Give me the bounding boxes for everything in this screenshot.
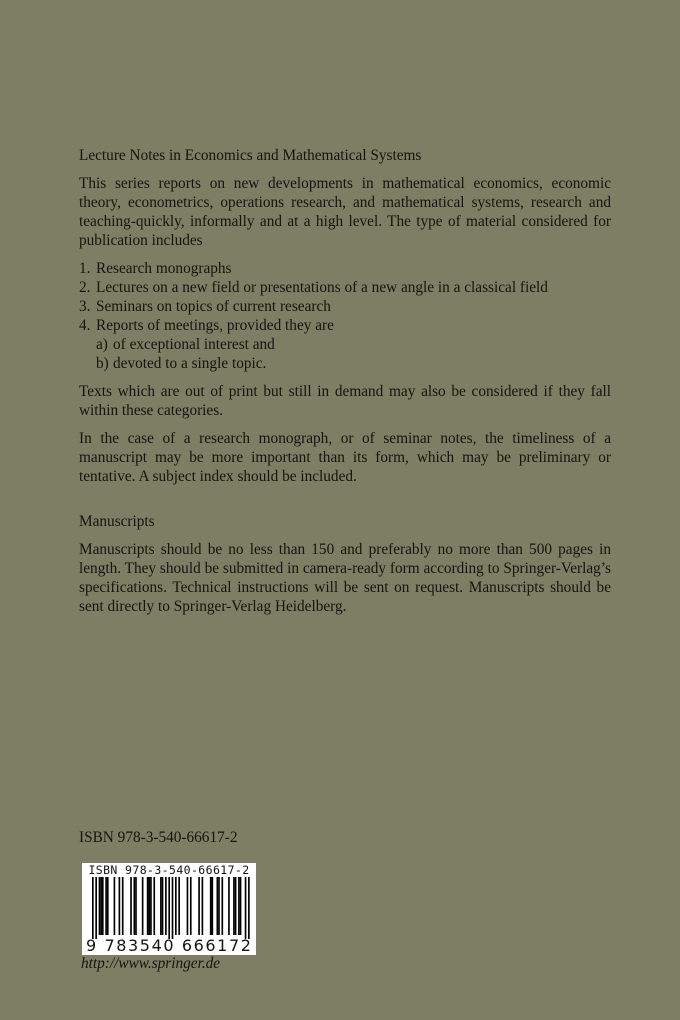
- barcode-bar: [178, 877, 180, 935]
- barcode-bar: [233, 877, 235, 935]
- material-types-list: [79, 259, 611, 335]
- list-text: Lectures on a new field or presentations of a new angle in a classical field: [96, 279, 548, 296]
- barcode-bar: [114, 877, 116, 935]
- list-number: 3.: [79, 298, 91, 315]
- sub-list-label: a): [96, 336, 108, 353]
- list-text: Research monographs: [96, 260, 232, 277]
- manuscripts-heading: Manuscripts: [79, 513, 155, 530]
- publisher-url: http://www.springer.de: [81, 955, 221, 972]
- barcode-bar: [228, 877, 230, 935]
- barcode-bar: [142, 877, 144, 935]
- list-item: [79, 278, 611, 297]
- back-cover-text: [79, 146, 611, 625]
- barcode-bar: [238, 877, 240, 935]
- sub-list-text: of exceptional interest and: [113, 336, 275, 353]
- barcode-bar: [248, 877, 250, 939]
- barcode-bar: [202, 877, 204, 935]
- barcode-bar: [134, 877, 136, 935]
- barcode-bar: [135, 877, 137, 935]
- barcode-bar: [160, 877, 162, 935]
- list-item: [79, 297, 611, 316]
- sub-list-item: [79, 335, 611, 354]
- barcode-isbn-label: ISBN 978-3-540-66617-2: [88, 863, 250, 877]
- barcode-bar: [218, 877, 220, 935]
- sub-list-text: devoted to a single topic.: [113, 355, 267, 372]
- barcode-bar: [130, 877, 132, 935]
- barcode-bar: [92, 877, 94, 939]
- barcode-bar: [95, 877, 97, 939]
- barcode-bar: [165, 877, 167, 935]
- isbn-number: ISBN 978-3-540-66617-2: [79, 829, 238, 846]
- list-text: Seminars on topics of current research: [96, 298, 331, 315]
- barcode-bar: [102, 877, 104, 935]
- barcode-bar: [153, 877, 155, 935]
- sub-list-item: [79, 354, 611, 373]
- barcode-bar: [119, 877, 121, 935]
- barcode-bar: [217, 877, 219, 935]
- list-number: 2.: [79, 279, 91, 296]
- barcode-bar: [147, 877, 149, 935]
- barcode-bar: [198, 877, 200, 935]
- barcode-bar: [148, 877, 150, 935]
- list-item: [79, 259, 611, 278]
- isbn-barcode: [82, 863, 256, 955]
- barcode-bar: [245, 877, 247, 939]
- list-number: 1.: [79, 260, 91, 277]
- meeting-conditions: [79, 335, 611, 373]
- barcode-digits: 9 783540 666172: [86, 936, 253, 955]
- manuscripts-paragraph: Manuscripts should be no less than 150 and preferably no more than 500 pages in length. They should be submitted in camera-ready form according to Springer-Verlag’s specifications. Technical instructions will be sent on request. Manuscripts should be sent directly to Springer-Verlag Heidelberg.: [79, 541, 611, 615]
- timeliness-paragraph: In the case of a research monograph, or of seminar notes, the timeliness of a manuscript may be more important than its form, which may be preliminary or tentative. A subject index should be included.: [79, 430, 611, 485]
- list-text: Reports of meetings, provided they are: [96, 317, 334, 334]
- barcode-bar: [172, 877, 174, 939]
- barcode-bar: [122, 877, 124, 935]
- series-intro: This series reports on new developments in mathematical economics, economic theory, econometrics, operations research, and mathematical systems, research and teaching-quickly, informally and at a high level. The type of material considered for publication includes: [79, 175, 611, 249]
- barcode-bar: [100, 877, 102, 935]
- barcode-bar: [150, 877, 152, 935]
- barcode-bar: [105, 877, 107, 935]
- barcode-bar: [240, 877, 242, 935]
- series-title: Lecture Notes in Economics and Mathematical Systems: [79, 147, 422, 164]
- sub-list-label: b): [96, 355, 109, 372]
- barcode-bar: [168, 877, 170, 939]
- barcode-bars-icon: [82, 877, 256, 939]
- list-number: 4.: [79, 317, 91, 334]
- out-of-print-paragraph: Texts which are out of print but still in demand may also be considered if they fall within these categories.: [79, 383, 611, 419]
- barcode-bar: [187, 877, 189, 935]
- barcode-bar: [162, 877, 164, 935]
- barcode-bar: [107, 877, 109, 935]
- barcode-bar: [190, 877, 192, 935]
- barcode-bar: [212, 877, 214, 935]
- list-item: [79, 316, 611, 335]
- barcode-bar: [235, 877, 237, 935]
- barcode-bar: [210, 877, 212, 935]
- barcode-bar: [99, 877, 101, 935]
- barcode-bar: [175, 877, 177, 935]
- barcode-bar: [221, 877, 223, 935]
